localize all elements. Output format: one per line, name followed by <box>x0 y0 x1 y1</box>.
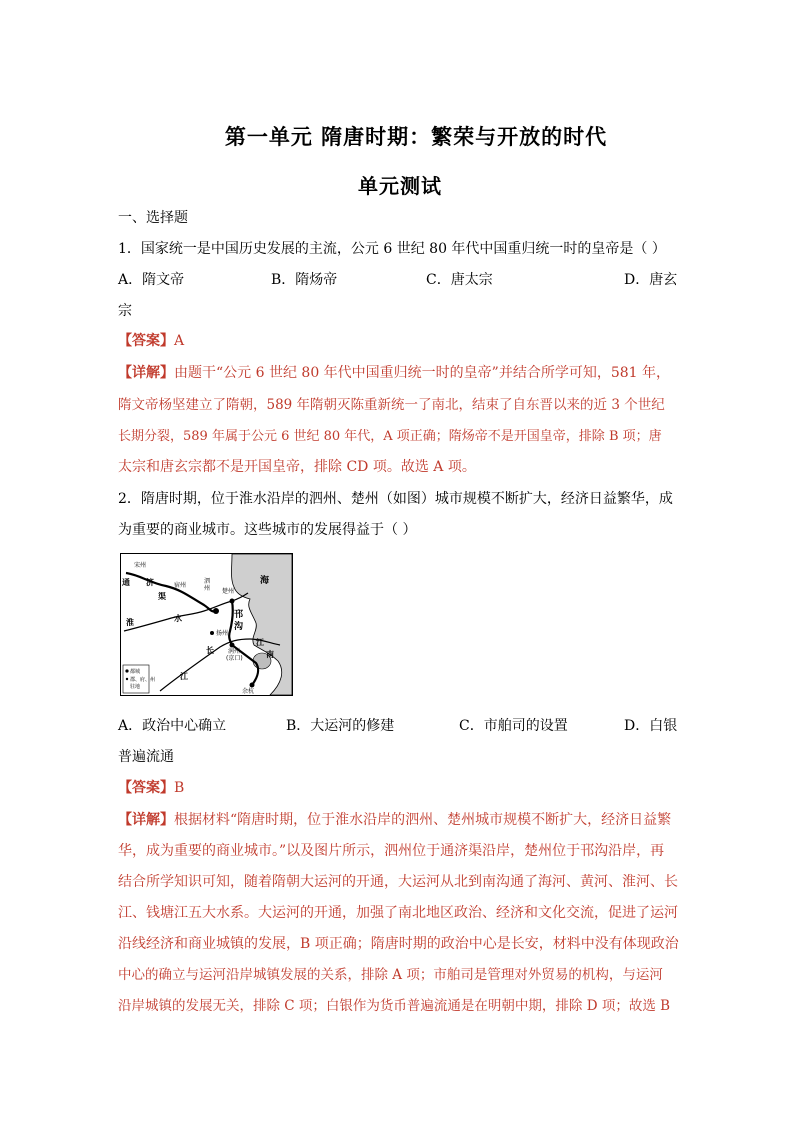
q1-stem: 1．国家统一是中国历史发展的主流，公元 6 世纪 80 年代中国重归统一时的皇帝是（ ） <box>118 241 666 257</box>
q1-option-d-wrap: 宗 <box>118 303 132 319</box>
q2-option-d: D．白银 <box>624 718 678 734</box>
grand-canal-map <box>120 553 293 696</box>
page-subtitle: 单元测试 <box>358 174 442 198</box>
legend-seat-2: 驻地 <box>130 684 141 690</box>
label-jiang2: 江 <box>256 638 264 647</box>
q2-detail-line-1 <box>118 810 671 830</box>
sizhou-marker <box>213 608 219 614</box>
q2-detail-text-1: 根据材料“隋唐时期，位于淮水沿岸的泗州、楚州城市规模不断扩大，经济日益繁 <box>174 812 672 828</box>
label-qu: 渠 <box>158 592 166 601</box>
q1-detail-line-3: 长期分裂，589 年属于公元 6 世纪 80 年代，A 项正确；隋炀帝不是开国皇帝，排除 B 项；唐 <box>118 429 662 444</box>
chuzhou-marker <box>230 599 235 604</box>
label-shui: 水 <box>174 614 182 623</box>
q1-option-d: D．唐玄 <box>624 272 678 288</box>
label-huai: 淮 <box>126 618 134 627</box>
q1-option-a: A．隋文帝 <box>118 272 185 288</box>
q1-detail-label: 【详解】 <box>118 365 174 381</box>
section-heading: 一、选择题 <box>118 210 188 226</box>
q2-detail-line-5: 沿线经济和商业城镇的发展，B 项正确；隋唐时期的政治中心是长安，材料中没有体现政治 <box>118 936 679 952</box>
legend-seat: 郡、府、州 <box>130 677 156 683</box>
q1-answer-label: 【答案】 <box>118 333 174 349</box>
q2-detail-line-7: 沿岸城镇的发展无关，排除 C 项；白银作为货币普遍流通是在明朝中期，排除 D 项；故选 B <box>118 998 671 1014</box>
q2-detail-line-6: 中心的确立与运河沿岸城镇发展的关系，排除 A 项；市舶司是管理对外贸易的机构，与运河 <box>118 967 663 983</box>
q2-answer <box>118 778 184 798</box>
city-dot <box>210 631 214 635</box>
q1-detail-line-2: 隋文帝杨坚建立了隋朝，589 年隋朝灭陈重新统一了南北，结束了自东晋以来的近 3 个世纪 <box>118 397 665 413</box>
label-songzhou: 宋州 <box>134 562 147 569</box>
q2-option-d-wrap: 普遍流通 <box>118 749 174 765</box>
q1-detail-line-1 <box>118 363 670 383</box>
page-title: 第一单元 隋唐时期：繁荣与开放的时代 <box>224 125 608 149</box>
label-hai: 海 <box>260 576 270 586</box>
q2-answer-label: 【答案】 <box>118 780 174 796</box>
q1-answer <box>118 331 184 351</box>
q2-detail-line-3: 结合所学知识可知，随着隋朝大运河的开通，大运河从北到南沟通了海河、黄河、淮河、长 <box>118 874 678 890</box>
q2-detail-line-2: 华，成为重要的商业城市。”以及图片所示，泗州位于通济渠沿岸，楚州位于邗沟沿岸，再 <box>118 843 665 859</box>
q2-stem-line-1: 2．隋唐时期，位于淮水沿岸的泗州、楚州（如图）城市规模不断扩大，经济日益繁华，成 <box>118 491 673 507</box>
label-nan: 南 <box>266 650 274 659</box>
q1-option-c: C．唐太宗 <box>426 272 493 288</box>
label-jingkou: (京口) <box>226 655 243 662</box>
label-yangzhou: 扬州 <box>216 630 229 637</box>
q2-option-a: A．政治中心确立 <box>118 718 227 734</box>
q2-option-b: B．大运河的修建 <box>286 718 395 734</box>
q1-option-b: B．隋炀帝 <box>271 272 338 288</box>
q2-option-c: C．市舶司的设置 <box>459 718 568 734</box>
label-sizhou-2: 州 <box>204 585 211 592</box>
legend-capital: 都城 <box>130 669 141 675</box>
q2-detail-label: 【详解】 <box>118 812 174 828</box>
label-suzhou: 宿州 <box>174 582 187 589</box>
q1-detail-text-1: 由题干“公元 6 世纪 80 年代中国重归统一时的皇帝”并结合所学可知，581 年， <box>174 365 671 381</box>
yuhang-marker <box>250 683 255 688</box>
label-ji: 济 <box>146 578 154 587</box>
label-han: 邗 <box>234 610 244 620</box>
label-jiang: 江 <box>180 672 188 681</box>
label-gou: 沟 <box>234 622 244 632</box>
label-sizhou-1: 泗 <box>204 578 211 585</box>
yangzhou-marker <box>230 643 235 648</box>
q2-answer-value: B <box>174 780 185 796</box>
q1-detail-line-4: 太宗和唐玄宗都不是开国皇帝，排除 CD 项。故选 A 项。 <box>118 459 476 475</box>
q2-stem-line-2: 为重要的商业城市。这些城市的发展得益于（ ） <box>118 522 417 538</box>
label-tong: 通 <box>122 578 130 587</box>
label-yuhang: 余杭 <box>242 688 255 695</box>
label-chang: 长 <box>206 646 214 655</box>
q2-detail-line-4: 江、钱塘江五大水系。大运河的开通，加强了南北地区政治、经济和文化交流，促进了运河 <box>118 905 678 921</box>
label-runzhou: 润州 <box>228 648 241 655</box>
label-chuzhou: 楚州 <box>222 588 235 595</box>
q1-answer-value: A <box>174 333 185 349</box>
